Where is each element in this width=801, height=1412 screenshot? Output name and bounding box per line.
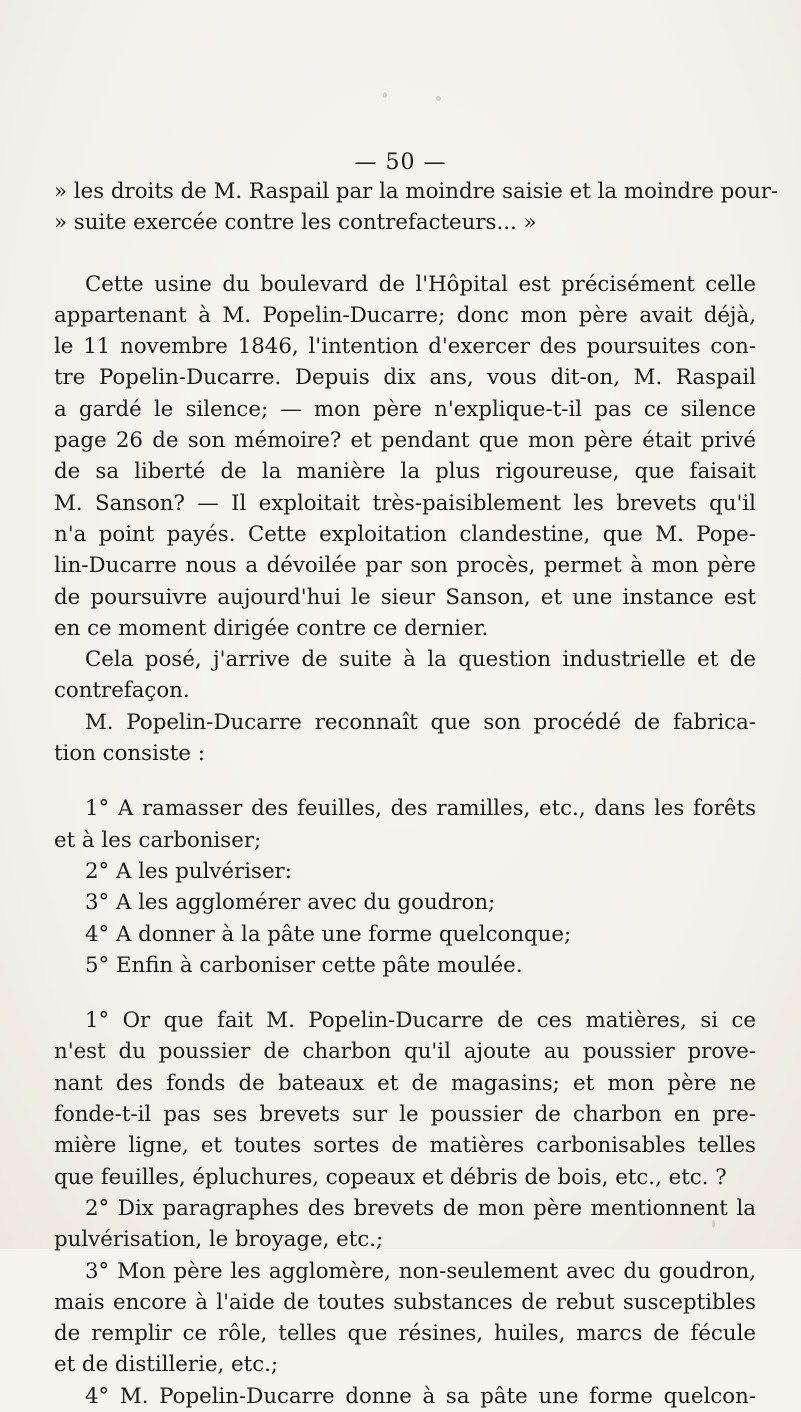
paragraph-line: fonde-t-il pas ses brevets sur le poussier de charbon en pre- <box>54 1102 756 1128</box>
page-number: — 50 — <box>354 150 447 175</box>
paragraph-line: pulvérisation, le broyage, etc.; <box>54 1227 384 1253</box>
paragraph-line: de remplir ce rôle, telles que résines, huiles, marcs de fécule <box>54 1321 756 1347</box>
list-item: 3° A les agglomérer avec du goudron; <box>85 890 496 916</box>
paragraph-line: en ce moment dirigée contre ce dernier. <box>54 615 489 641</box>
list-item: et à les carboniser; <box>54 827 262 853</box>
paragraph-line: de poursuivre aujourd'hui le sieur Sanson, et une instance est <box>54 584 756 610</box>
paragraph-line: 1° Or que fait M. Popelin-Ducarre de ces matières, si ce <box>85 1008 756 1034</box>
paragraph-line: que feuilles, épluchures, copeaux et débris de bois, etc., etc. ? <box>54 1164 727 1190</box>
body-text <box>54 176 779 1412</box>
list-item: 5° Enfin à carboniser cette pâte moulée. <box>85 952 523 978</box>
paragraph-line: 2° Dix paragraphes des brevets de mon père mentionnent la <box>85 1195 756 1221</box>
paragraph-line: page 26 de son mémoire? et pendant que mon père était privé <box>54 428 756 454</box>
paragraph-line: Cette usine du boulevard de l'Hôpital est précisément celle <box>85 271 756 297</box>
paragraph-line: le 11 novembre 1846, l'intention d'exercer des poursuites con- <box>54 334 756 360</box>
paragraph-line: lin-Ducarre nous a dévoilée par son procès, permet à mon père <box>54 553 756 579</box>
paragraph-line: 3° Mon père les agglomère, non-seulement avec du goudron, <box>85 1258 756 1284</box>
paragraph-line: n'est du poussier de charbon qu'il ajoute au poussier prove- <box>54 1039 756 1065</box>
paragraph-line: tion consiste : <box>54 741 205 767</box>
paragraph-line: contrefaçon. <box>54 678 190 704</box>
paragraph-line: de sa liberté de la manière la plus rigoureuse, que faisait <box>54 459 756 485</box>
quote-line: » les droits de M. Raspail par la moindre saisie et la moindre pour- <box>54 179 779 204</box>
paragraph-line: M. Sanson? — Il exploitait très-paisiblement les brevets qu'il <box>54 490 756 516</box>
paragraph-line: M. Popelin-Ducarre reconnaît que son procédé de fabrica- <box>85 709 756 735</box>
paragraph-line: 4° M. Popelin-Ducarre donne à sa pâte une forme quelcon- <box>85 1383 756 1409</box>
paragraph-line: n'a point payés. Cette exploitation clandestine, que M. Pope- <box>54 521 756 547</box>
list-item: 1° A ramasser des feuilles, des ramilles, etc., dans les forêts <box>85 796 756 822</box>
paragraph-line: tre Popelin-Ducarre. Depuis dix ans, vous dit-on, M. Raspail <box>54 365 756 391</box>
paragraph-line: mière ligne, et toutes sortes de matières carbonisables telles <box>54 1133 756 1159</box>
list-item: 4° A donner à la pâte une forme quelconque; <box>85 921 572 947</box>
paragraph-line: Cela posé, j'arrive de suite à la question industrielle et de <box>85 647 756 673</box>
paragraph-line: et de distillerie, etc.; <box>54 1352 279 1378</box>
paragraph-line: appartenant à M. Popelin-Ducarre; donc mon père avait déjà, <box>54 302 756 328</box>
list-item: 2° A les pulvériser: <box>85 858 292 884</box>
ink-speck <box>383 92 387 98</box>
ink-speck <box>436 96 441 101</box>
paragraph-line: nant des fonds de bateaux et de magasins; et mon père ne <box>54 1070 756 1096</box>
paragraph-line: a gardé le silence; — mon père n'explique-t-il pas ce silence <box>54 396 756 422</box>
paragraph-line: mais encore à l'aide de toutes substances de rebut susceptibles <box>54 1289 756 1315</box>
quote-line: » suite exercée contre les contrefacteurs... » <box>54 210 537 236</box>
